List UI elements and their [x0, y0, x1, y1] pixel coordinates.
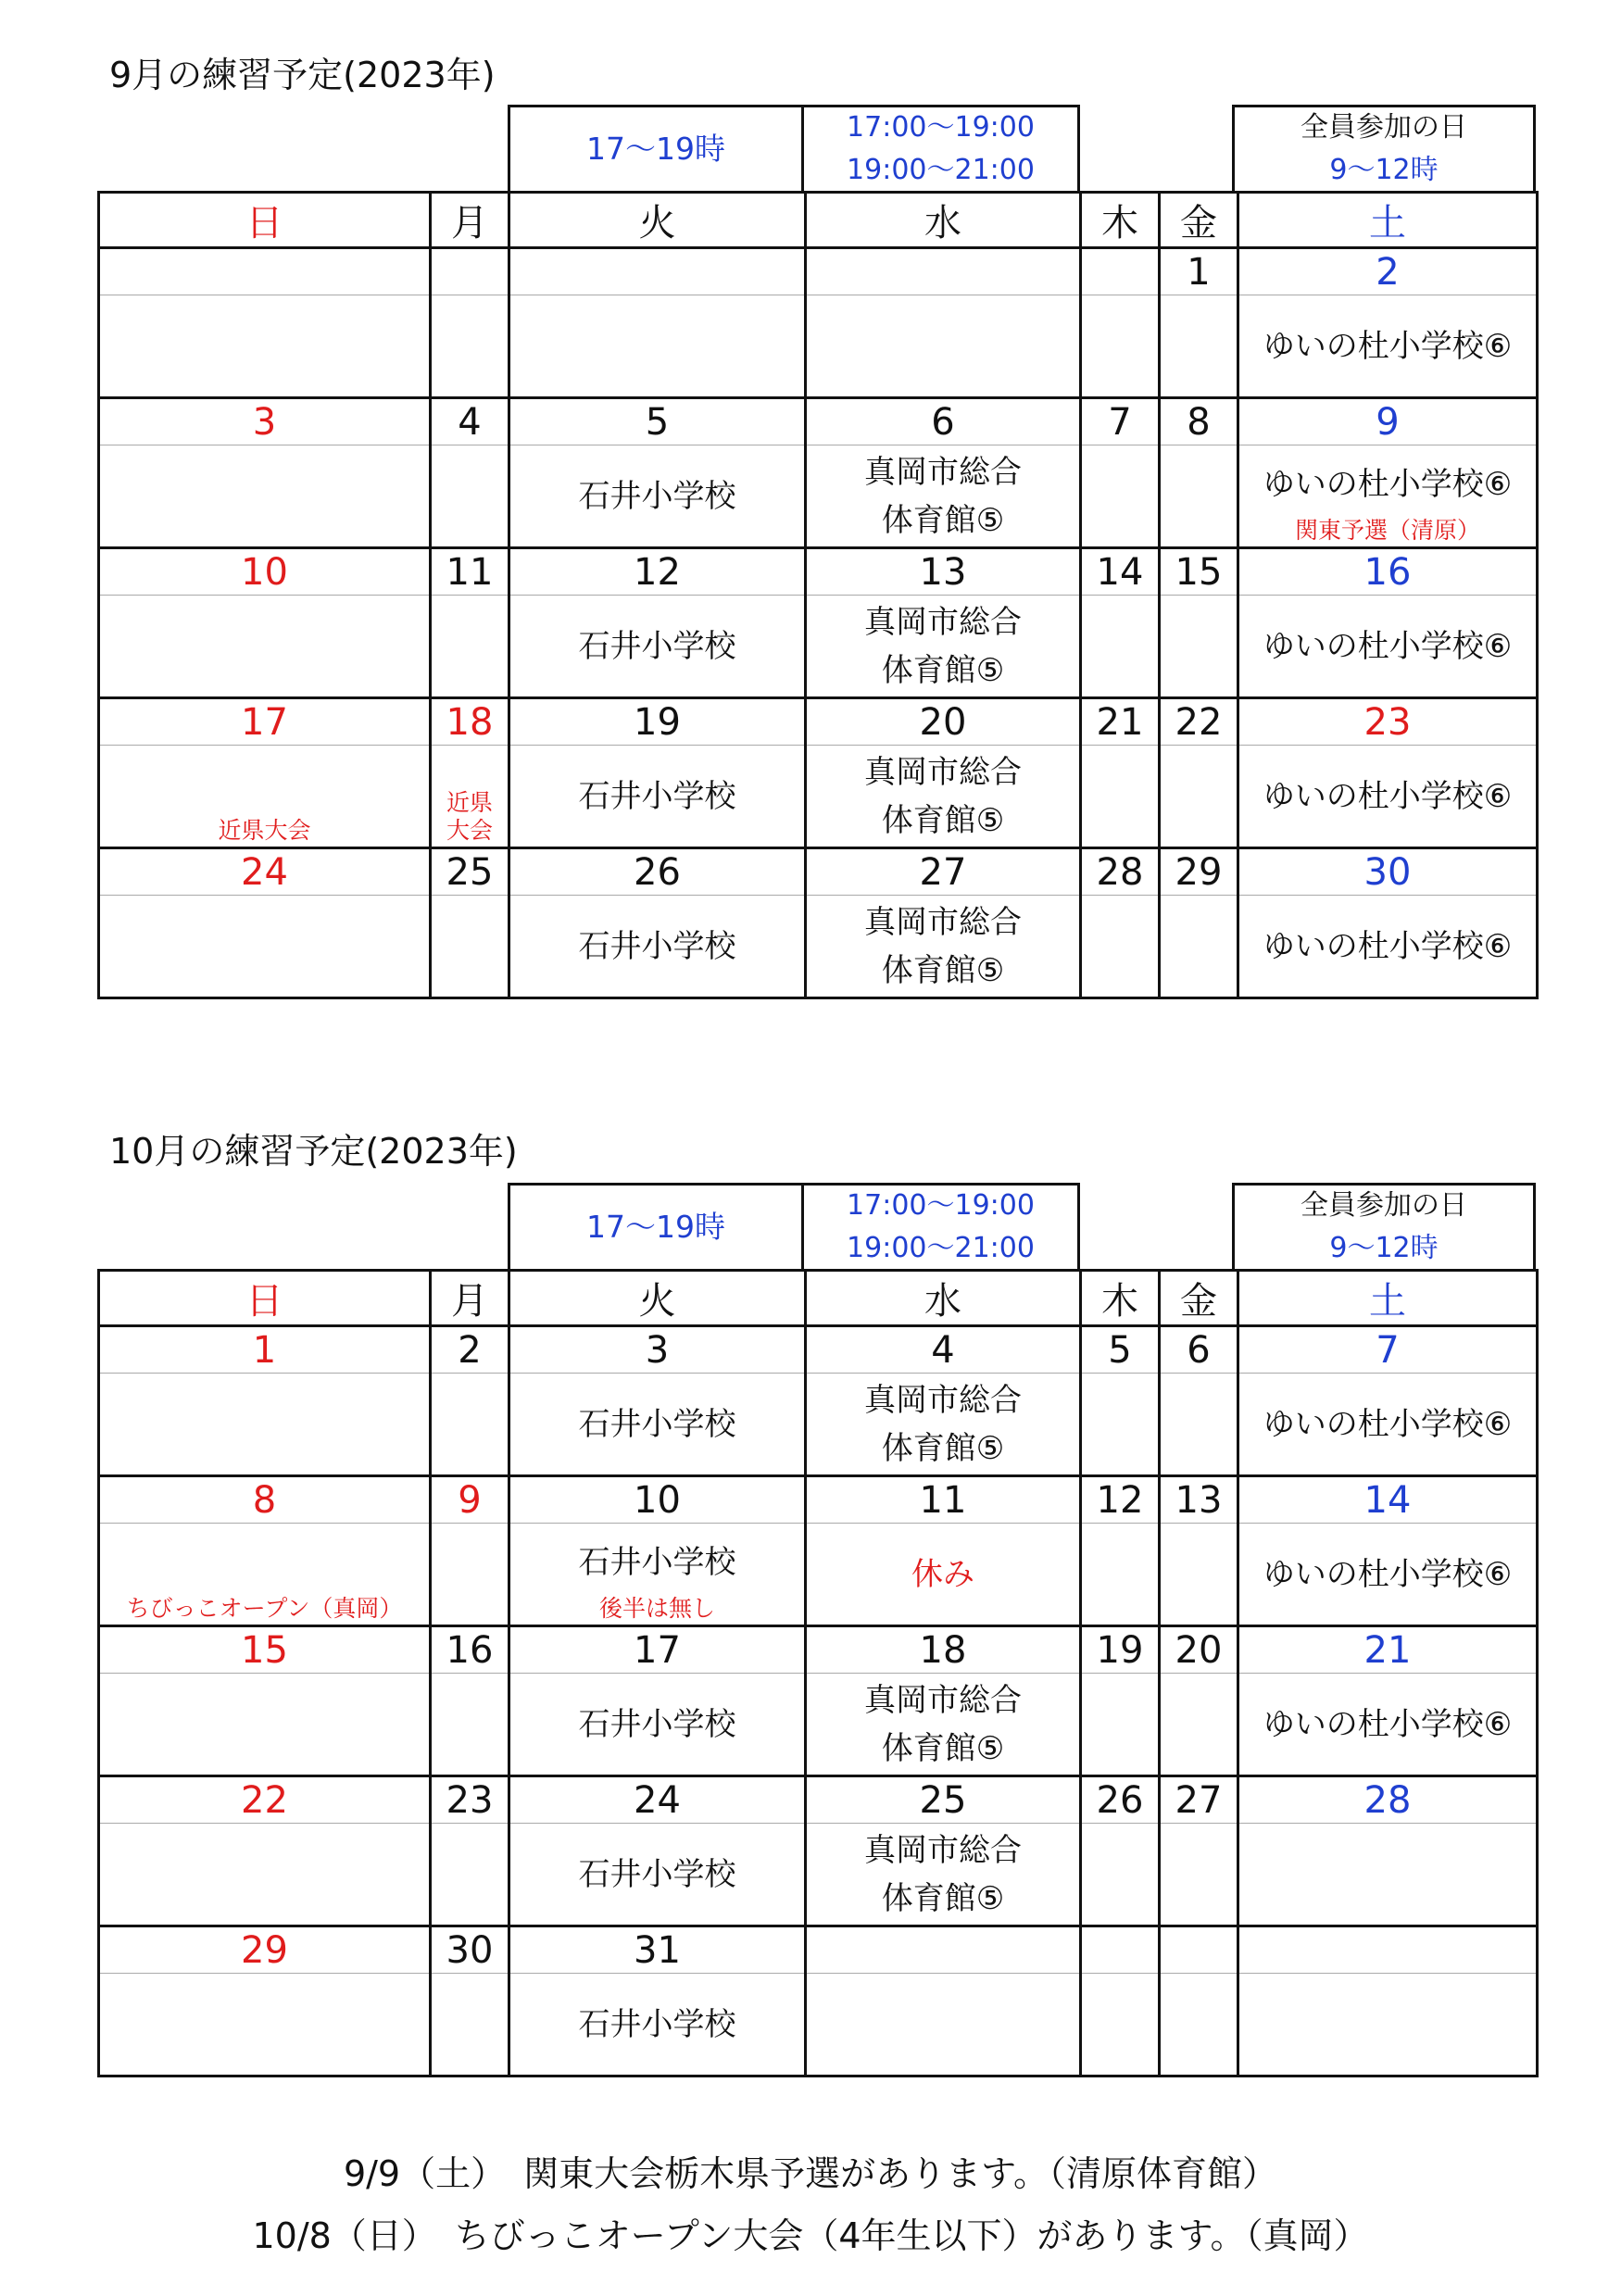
- day-cell: [1160, 896, 1238, 998]
- day-cell: [1160, 1974, 1238, 2076]
- date-number: 5: [509, 398, 806, 445]
- day-cell: [1238, 1824, 1538, 1926]
- sep-wednesday-time: [801, 105, 1080, 194]
- day-cell: [1238, 596, 1538, 698]
- venue-text: 石井小学校: [578, 1855, 736, 1893]
- date-number: 14: [1081, 548, 1160, 596]
- date-number: 22: [99, 1776, 431, 1824]
- date-number: 2: [431, 1326, 509, 1374]
- day-cell: [1238, 295, 1538, 398]
- day-cell: [99, 1524, 431, 1626]
- week-content-row: [99, 1824, 1538, 1926]
- week-date-row: [99, 698, 1538, 746]
- october-calendar: [97, 1269, 1539, 2077]
- day-cell: [1238, 445, 1538, 548]
- venue-text: 石井小学校: [578, 477, 736, 515]
- day-cell: [806, 746, 1081, 848]
- event-note-line1: 近県: [446, 789, 493, 816]
- event-note: 関東予選（清原）: [1294, 517, 1480, 544]
- venue-text: ゆいの杜小学校⑥: [1263, 777, 1513, 815]
- week-date-row: [99, 248, 1538, 295]
- venue-text: 真岡市総合: [864, 753, 1022, 791]
- date-number: 4: [806, 1326, 1081, 1374]
- date-number: 1: [99, 1326, 431, 1374]
- day-cell: [1081, 596, 1160, 698]
- day-cell: [1160, 445, 1238, 548]
- sep-wed-time-2: 19:00〜21:00: [847, 154, 1035, 186]
- venue-text: 石井小学校: [578, 1543, 736, 1581]
- date-number: [1081, 1926, 1160, 1974]
- venue-text: 休み: [911, 1555, 974, 1593]
- day-cell: [431, 295, 509, 398]
- date-number: 26: [1081, 1776, 1160, 1824]
- venue-text: 真岡市総合: [864, 453, 1022, 491]
- weekday-header: 金: [1160, 193, 1238, 248]
- oct-wednesday-time: [801, 1183, 1080, 1272]
- weekday-header: 月: [431, 1271, 509, 1326]
- date-number: 12: [1081, 1476, 1160, 1524]
- weekday-header: 火: [509, 1271, 806, 1326]
- date-number: [1081, 248, 1160, 295]
- day-cell: [806, 1524, 1081, 1626]
- day-cell: [99, 1824, 431, 1926]
- date-number: 5: [1081, 1326, 1160, 1374]
- oct-tue-time-text: 17〜19時: [586, 1209, 725, 1245]
- day-cell: [99, 1974, 431, 2076]
- day-cell: [431, 1974, 509, 2076]
- date-number: 20: [806, 698, 1081, 746]
- day-cell: [1238, 1974, 1538, 2076]
- october-title: 10月の練習予定(2023年): [109, 1131, 518, 1172]
- footer-note-2: 10/8（日） ちびっこオープン大会（4年生以下）があります。（真岡）: [252, 2215, 1369, 2256]
- day-cell: [1081, 295, 1160, 398]
- date-number: 9: [431, 1476, 509, 1524]
- date-number: 26: [509, 848, 806, 896]
- venue-text: 真岡市総合: [864, 1381, 1022, 1419]
- day-cell: [509, 445, 806, 548]
- weekday-header: 土: [1238, 1271, 1538, 1326]
- day-cell: [431, 596, 509, 698]
- day-cell: [1160, 1374, 1238, 1476]
- venue-text-line2: 体育館⑤: [881, 1729, 1005, 1767]
- day-cell: [1238, 1374, 1538, 1476]
- date-number: 17: [99, 698, 431, 746]
- day-cell: [806, 295, 1081, 398]
- day-cell: [509, 1674, 806, 1776]
- date-number: [806, 248, 1081, 295]
- oct-tuesday-time: [508, 1183, 804, 1272]
- date-number: 25: [806, 1776, 1081, 1824]
- day-cell: [509, 1374, 806, 1476]
- oct-sat-label: 全員参加の日: [1301, 1189, 1467, 1222]
- date-number: 9: [1238, 398, 1538, 445]
- date-number: 11: [806, 1476, 1081, 1524]
- week-content-row: [99, 445, 1538, 548]
- date-number: 8: [99, 1476, 431, 1524]
- venue-text: 石井小学校: [578, 627, 736, 665]
- venue-text-line2: 体育館⑤: [881, 801, 1005, 839]
- date-number: 27: [1160, 1776, 1238, 1824]
- date-number: 1: [1160, 248, 1238, 295]
- week-content-row: [99, 896, 1538, 998]
- week-content-row: [99, 596, 1538, 698]
- day-cell: [431, 1824, 509, 1926]
- venue-text-line2: 体育館⑤: [881, 951, 1005, 989]
- date-number: 13: [806, 548, 1081, 596]
- date-number: 19: [509, 698, 806, 746]
- day-cell: [99, 295, 431, 398]
- day-cell: [1081, 896, 1160, 998]
- weekday-header: 木: [1081, 1271, 1160, 1326]
- date-number: 22: [1160, 698, 1238, 746]
- date-number: 21: [1081, 698, 1160, 746]
- weekday-header: 木: [1081, 193, 1160, 248]
- date-number: 3: [509, 1326, 806, 1374]
- event-note: ちびっこオープン（真岡）: [126, 1595, 403, 1622]
- day-cell: [1081, 746, 1160, 848]
- day-cell: [431, 445, 509, 548]
- day-cell: [806, 896, 1081, 998]
- date-number: 20: [1160, 1626, 1238, 1674]
- event-note: 後半は無し: [598, 1595, 715, 1622]
- venue-text: ゆいの杜小学校⑥: [1263, 1555, 1513, 1593]
- venue-text-line2: 体育館⑤: [881, 651, 1005, 689]
- day-cell: [1081, 445, 1160, 548]
- day-cell: [509, 746, 806, 848]
- sep-sat-time: 9〜12時: [1329, 154, 1439, 186]
- sep-wed-time-1: 17:00〜19:00: [847, 111, 1035, 144]
- day-cell: [1160, 596, 1238, 698]
- date-number: 28: [1238, 1776, 1538, 1824]
- day-cell: [806, 1974, 1081, 2076]
- date-number: 13: [1160, 1476, 1238, 1524]
- date-number: 28: [1081, 848, 1160, 896]
- day-cell: [1160, 1674, 1238, 1776]
- venue-text-line2: 体育館⑤: [881, 501, 1005, 539]
- weekday-header: 火: [509, 193, 806, 248]
- sep-tuesday-time: [508, 105, 804, 194]
- venue-text-line2: 体育館⑤: [881, 1429, 1005, 1467]
- day-cell: [1081, 1824, 1160, 1926]
- date-number: 3: [99, 398, 431, 445]
- date-number: 23: [431, 1776, 509, 1824]
- venue-text: ゆいの杜小学校⑥: [1263, 1405, 1513, 1443]
- day-cell: [1238, 1524, 1538, 1626]
- date-number: 17: [509, 1626, 806, 1674]
- date-number: 7: [1081, 398, 1160, 445]
- oct-saturday-info: [1232, 1183, 1536, 1272]
- day-cell: [99, 746, 431, 848]
- date-number: [1160, 1926, 1238, 1974]
- event-note: [432, 789, 508, 845]
- oct-wed-time-1: 17:00〜19:00: [847, 1189, 1035, 1222]
- date-number: 30: [1238, 848, 1538, 896]
- week-content-row: [99, 1524, 1538, 1626]
- venue-text: 真岡市総合: [864, 1831, 1022, 1869]
- day-cell: [509, 1524, 806, 1626]
- day-cell: [1081, 1374, 1160, 1476]
- date-number: 12: [509, 548, 806, 596]
- oct-wed-time-2: 19:00〜21:00: [847, 1232, 1035, 1264]
- week-content-row: [99, 1374, 1538, 1476]
- date-number: 16: [1238, 548, 1538, 596]
- week-date-row: [99, 848, 1538, 896]
- event-note-line2: 大会: [446, 817, 493, 844]
- september-title: 9月の練習予定(2023年): [109, 55, 496, 95]
- date-number: 27: [806, 848, 1081, 896]
- day-cell: [806, 596, 1081, 698]
- week-date-row: [99, 1776, 1538, 1824]
- day-cell: [1081, 1524, 1160, 1626]
- day-cell: [431, 1374, 509, 1476]
- date-number: 29: [1160, 848, 1238, 896]
- sep-tue-time-text: 17〜19時: [586, 131, 725, 167]
- venue-text: 石井小学校: [578, 777, 736, 815]
- venue-text: ゆいの杜小学校⑥: [1263, 465, 1513, 503]
- week-date-row: [99, 1326, 1538, 1374]
- day-cell: [509, 1824, 806, 1926]
- day-cell: [1081, 1974, 1160, 2076]
- weekday-header: 水: [806, 193, 1081, 248]
- weekday-header-row: [99, 193, 1538, 248]
- day-cell: [806, 1824, 1081, 1926]
- day-cell: [806, 1674, 1081, 1776]
- venue-text: 石井小学校: [578, 2005, 736, 2043]
- date-number: 15: [1160, 548, 1238, 596]
- day-cell: [1160, 1524, 1238, 1626]
- weekday-header: 日: [99, 1271, 431, 1326]
- day-cell: [509, 596, 806, 698]
- day-cell: [509, 896, 806, 998]
- event-note: 近県大会: [218, 817, 311, 844]
- sep-sat-label: 全員参加の日: [1301, 111, 1467, 144]
- footer-note-1: 9/9（土） 関東大会栃木県予選があります。（清原体育館）: [343, 2153, 1278, 2194]
- week-date-row: [99, 1626, 1538, 1674]
- week-content-row: [99, 1674, 1538, 1776]
- week-content-row: [99, 295, 1538, 398]
- venue-text: 石井小学校: [578, 1705, 736, 1743]
- week-date-row: [99, 548, 1538, 596]
- day-cell: [509, 295, 806, 398]
- date-number: 25: [431, 848, 509, 896]
- weekday-header: 日: [99, 193, 431, 248]
- day-cell: [431, 896, 509, 998]
- date-number: 10: [509, 1476, 806, 1524]
- oct-sat-time: 9〜12時: [1329, 1232, 1439, 1264]
- date-number: 24: [509, 1776, 806, 1824]
- day-cell: [431, 1524, 509, 1626]
- sep-saturday-info: [1232, 105, 1536, 194]
- date-number: 14: [1238, 1476, 1538, 1524]
- week-content-row: [99, 1974, 1538, 2076]
- date-number: 6: [806, 398, 1081, 445]
- day-cell: [431, 746, 509, 848]
- date-number: 15: [99, 1626, 431, 1674]
- week-date-row: [99, 398, 1538, 445]
- week-content-row: [99, 746, 1538, 848]
- day-cell: [99, 896, 431, 998]
- weekday-header-row: [99, 1271, 1538, 1326]
- venue-text: 真岡市総合: [864, 903, 1022, 941]
- venue-text: ゆいの杜小学校⑥: [1263, 927, 1513, 965]
- date-number: [806, 1926, 1081, 1974]
- day-cell: [99, 1674, 431, 1776]
- date-number: 24: [99, 848, 431, 896]
- date-number: 30: [431, 1926, 509, 1974]
- weekday-header: 金: [1160, 1271, 1238, 1326]
- date-number: [431, 248, 509, 295]
- week-date-row: [99, 1476, 1538, 1524]
- day-cell: [806, 1374, 1081, 1476]
- weekday-header: 土: [1238, 193, 1538, 248]
- date-number: 8: [1160, 398, 1238, 445]
- date-number: 7: [1238, 1326, 1538, 1374]
- date-number: 10: [99, 548, 431, 596]
- day-cell: [99, 1374, 431, 1476]
- day-cell: [1160, 746, 1238, 848]
- date-number: 18: [431, 698, 509, 746]
- date-number: [1238, 1926, 1538, 1974]
- september-calendar: [97, 191, 1539, 999]
- date-number: [99, 248, 431, 295]
- day-cell: [99, 445, 431, 548]
- date-number: 4: [431, 398, 509, 445]
- day-cell: [99, 596, 431, 698]
- day-cell: [509, 1974, 806, 2076]
- date-number: 31: [509, 1926, 806, 1974]
- venue-text: 真岡市総合: [864, 603, 1022, 641]
- date-number: 6: [1160, 1326, 1238, 1374]
- day-cell: [806, 445, 1081, 548]
- venue-text: ゆいの杜小学校⑥: [1263, 327, 1513, 365]
- day-cell: [431, 1674, 509, 1776]
- venue-text: 石井小学校: [578, 927, 736, 965]
- date-number: 19: [1081, 1626, 1160, 1674]
- date-number: 18: [806, 1626, 1081, 1674]
- venue-text-line2: 体育館⑤: [881, 1879, 1005, 1917]
- day-cell: [1238, 1674, 1538, 1776]
- day-cell: [1081, 1674, 1160, 1776]
- week-date-row: [99, 1926, 1538, 1974]
- day-cell: [1238, 746, 1538, 848]
- weekday-header: 月: [431, 193, 509, 248]
- day-cell: [1160, 295, 1238, 398]
- date-number: 29: [99, 1926, 431, 1974]
- date-number: 21: [1238, 1626, 1538, 1674]
- date-number: 16: [431, 1626, 509, 1674]
- day-cell: [1238, 896, 1538, 998]
- venue-text: ゆいの杜小学校⑥: [1263, 1705, 1513, 1743]
- date-number: 11: [431, 548, 509, 596]
- venue-text: ゆいの杜小学校⑥: [1263, 627, 1513, 665]
- venue-text: 石井小学校: [578, 1405, 736, 1443]
- venue-text: 真岡市総合: [864, 1681, 1022, 1719]
- day-cell: [1160, 1824, 1238, 1926]
- date-number: 2: [1238, 248, 1538, 295]
- date-number: 23: [1238, 698, 1538, 746]
- weekday-header: 水: [806, 1271, 1081, 1326]
- date-number: [509, 248, 806, 295]
